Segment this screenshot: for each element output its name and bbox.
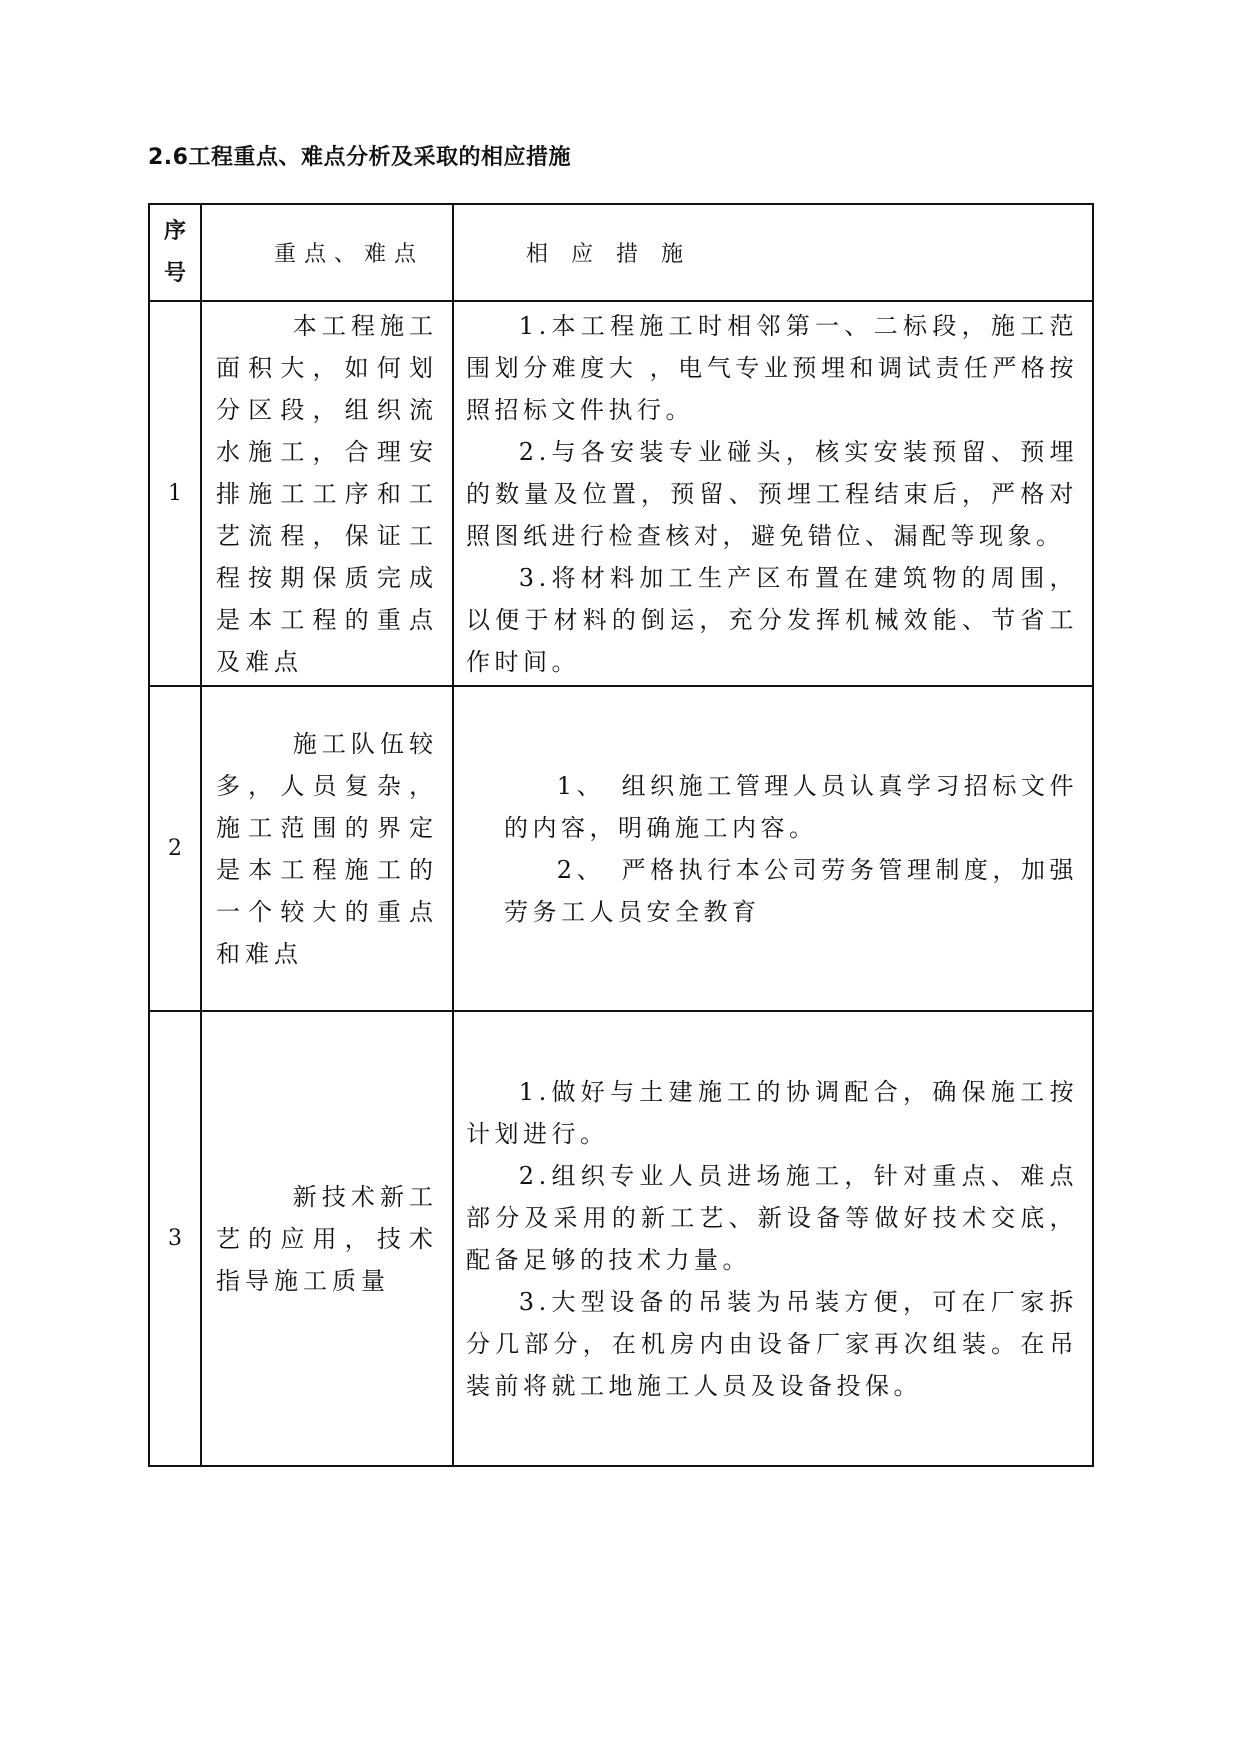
key-point-cell bbox=[201, 686, 453, 1011]
header-key-points: 重点、难点 bbox=[274, 242, 425, 267]
header-measures-cell bbox=[453, 204, 1093, 301]
key-point-text: 新技术新工艺的应用，技术指导施工质量 bbox=[216, 1182, 438, 1295]
key-point-text: 本工程施工面积大，如何划分区段，组织流水施工，合理安排施工工序和工艺流程，保证工程按期保质完成是本工程的重点及难点 bbox=[216, 311, 438, 676]
key-point-cell bbox=[201, 301, 453, 686]
key-point-text: 施工队伍较多，人员复杂，施工范围的界定是本工程施工的一个较大的重点和难点 bbox=[216, 729, 438, 968]
measures-cell bbox=[453, 1011, 1093, 1466]
measure-item: 3.将材料加工生产区布置在建筑物的周围，以便于材料的倒运，充分发挥机械效能、节省工作时间。 bbox=[466, 563, 1078, 676]
header-no-line1: 序 bbox=[163, 218, 186, 244]
header-measures: 相 应 措 施 bbox=[526, 242, 691, 267]
measure-item: 2.组织专业人员进场施工，针对重点、难点部分及采用的新工艺、新设备等做好技术交底，配备足够的技术力量。 bbox=[466, 1161, 1078, 1274]
measure-item: 2.与各安装专业碰头，核实安装预留、预埋的数量及位置，预留、预埋工程结束后，严格对照图纸进行检查核对，避免错位、漏配等现象。 bbox=[466, 437, 1078, 550]
header-key-points-cell bbox=[201, 204, 453, 301]
row-number: 1 bbox=[149, 301, 201, 686]
measure-item: 1.做好与土建施工的协调配合，确保施工按计划进行。 bbox=[466, 1077, 1078, 1148]
measure-item: 1、 组织施工管理人员认真学习招标文件的内容，明确施工内容。 bbox=[504, 771, 1078, 842]
section-title: 2.6工程重点、难点分析及采取的相应措施 bbox=[148, 145, 571, 170]
measures-cell bbox=[453, 686, 1093, 1011]
measures-cell bbox=[453, 301, 1093, 686]
table-row bbox=[149, 1011, 1093, 1466]
header-no-line2: 号 bbox=[163, 260, 186, 286]
measure-item: 3.大型设备的吊装为吊装方便，可在厂家拆分几部分，在机房内由设备厂家再次组装。在吊装前将就工地施工人员及设备投保。 bbox=[466, 1287, 1078, 1400]
table-header-row bbox=[149, 204, 1093, 301]
measures-table bbox=[148, 203, 1094, 1467]
table-row bbox=[149, 301, 1093, 686]
measure-item: 1.本工程施工时相邻第一、二标段，施工范围划分难度大 ，电气专业预埋和调试责任严格按照招标文件执行。 bbox=[466, 311, 1078, 424]
row-number: 2 bbox=[149, 686, 201, 1011]
row-number: 3 bbox=[149, 1011, 201, 1466]
measure-item: 2、 严格执行本公司劳务管理制度，加强劳务工人员安全教育 bbox=[504, 855, 1078, 926]
table-row bbox=[149, 686, 1093, 1011]
header-no-cell bbox=[149, 204, 201, 301]
key-point-cell bbox=[201, 1011, 453, 1466]
